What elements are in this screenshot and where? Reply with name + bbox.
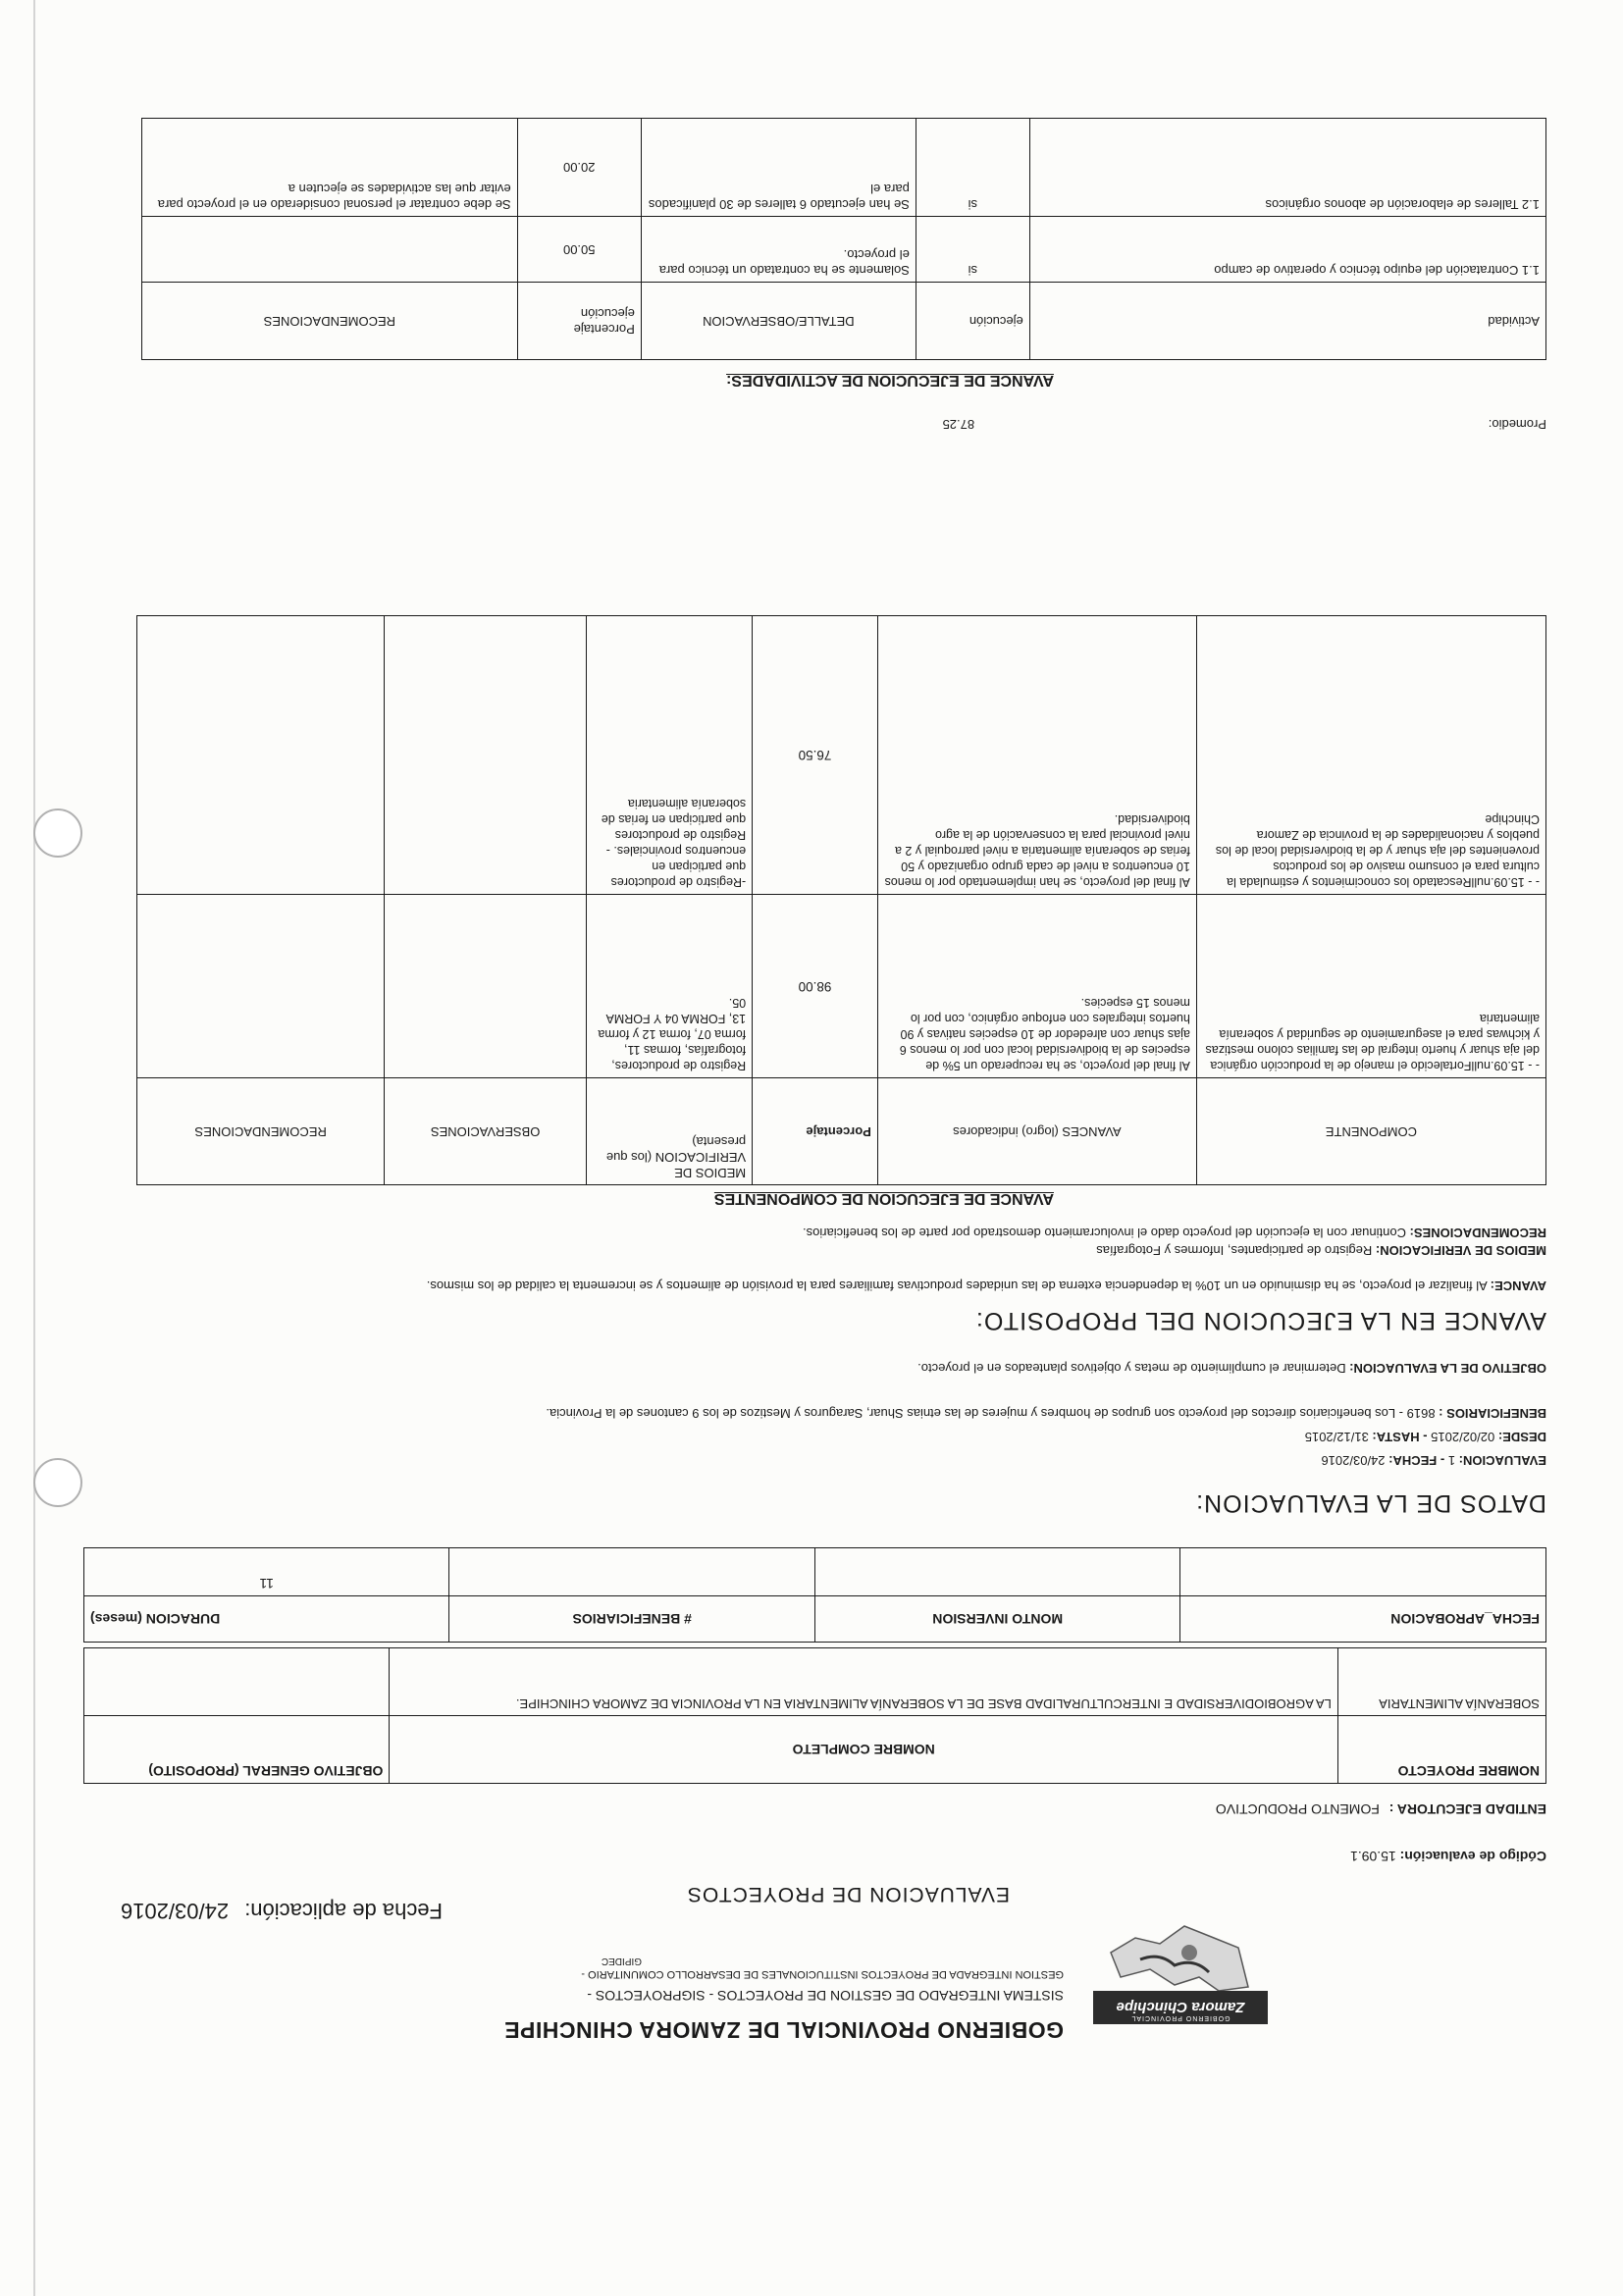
header-approval-date: FECHA_APROBACION	[1180, 1596, 1546, 1643]
right-edge-line	[33, 0, 35, 2296]
application-date	[121, 1898, 443, 1923]
header-component: COMPONENTE	[1196, 1078, 1545, 1185]
exec-percent-cell: 20.00	[517, 119, 641, 217]
exec-percent-cell: 50.00	[517, 217, 641, 283]
verification-cell: Registro de productores, fotografías, formas 11, forma 07, forma 12 y forma 13, FORMA 04 Y FORMA 05.	[586, 895, 752, 1078]
header-executed: ejecución	[916, 283, 1029, 360]
project-name-cell: SOBERANÍA ALIMENTARIA	[1337, 1648, 1545, 1716]
objective-text: Determinar el cumplimiento de metas y objetivos planteados en el proyecto.	[917, 1361, 1346, 1376]
beneficiaries-label: BENEFICIARIOS :	[1439, 1406, 1546, 1421]
progress-cell: Al final del proyecto, se ha recuperado un 5% de especies de la biodiversidad local con por lo menos 6 ajas shuar con alrededor de 10 especies nativas y 90 huertos integrales con enfoque orgánico, con por lo menos 15 especies.	[877, 895, 1196, 1078]
evaluation-label: EVALUACION:	[1458, 1453, 1546, 1468]
beneficiaries-paragraph	[84, 1405, 1546, 1421]
investment-value	[814, 1548, 1179, 1596]
activity-cell: 1.2 Talleres de elaboración de abonos orgánicos	[1029, 119, 1545, 217]
executing-entity-label: ENTIDAD EJECUTORA :	[1388, 1801, 1546, 1817]
average-value: 87.25	[942, 417, 975, 432]
progress-cell: Al final del proyecto, se han implementado por lo menos 10 encuentros a nivel de cada grupo organizado y 50 ferias de soberanía alimentaria a nivel parroquial y 2 a nivel provincial para la conservación de la agro biodiversidad.	[877, 616, 1196, 895]
evaluation-date: 24/03/2016	[1321, 1453, 1386, 1468]
header-percent: Porcentaje	[753, 1078, 878, 1185]
project-full-name-cell: LA AGROBIODIVERSIDAD E INTERCULTURALIDAD BASE DE LA SOBERANÍA ALIMENTARIA EN LA PROVINCIA DE ZAMORA CHINCHIPE.	[390, 1648, 1338, 1716]
logo-banner	[1093, 1991, 1268, 2024]
logo-top-text: GOBIERNO PROVINCIAL	[1130, 2014, 1230, 2021]
executed-cell: si	[916, 217, 1029, 283]
evaluation-data-title: DATOS DE LA EVALUACION:	[1195, 1489, 1546, 1517]
header-investment: MONTO INVERSION	[814, 1596, 1179, 1643]
period-from-label: DESDE:	[1497, 1430, 1546, 1444]
table-row	[137, 616, 1546, 895]
objective-label: OBJETIVO DE LA EVALUACION:	[1349, 1361, 1546, 1376]
activities-section-title: AVANCE DE EJECUCION DE ACTIVIDADES:	[726, 372, 1054, 389]
header-observations: OBSERVACIONES	[385, 1078, 587, 1185]
evaluation-period	[1305, 1430, 1546, 1444]
recommendations-cell	[137, 616, 385, 895]
evaluation-line	[1321, 1453, 1546, 1468]
table-row	[142, 119, 1546, 217]
table-row	[142, 217, 1546, 283]
punch-hole	[33, 1458, 82, 1507]
average-label: Promedio:	[1488, 417, 1546, 432]
punch-hole	[33, 809, 82, 858]
system-subtitle: SISTEMA INTEGRADO DE GESTION DE PROYECTOS - SIGPROYECTOS -	[587, 1988, 1064, 2004]
system-acronym: GIPIDEC	[601, 1956, 642, 1966]
activity-cell: 1.1 Contratación del equipo técnico y operativo de campo	[1029, 217, 1545, 283]
executed-cell: si	[916, 119, 1029, 217]
period-from: 02/02/2015	[1431, 1430, 1495, 1444]
components-section-title: AVANCE DE EJECUCION DE COMPONENTES	[713, 1190, 1054, 1207]
recommendations-cell	[137, 895, 385, 1078]
purpose-avance	[84, 1278, 1546, 1293]
project-table	[83, 1647, 1546, 1784]
provincial-logo	[1093, 1918, 1268, 2046]
document-title: EVALUACION DE PROYECTOS	[686, 1883, 1010, 1905]
duration-value: 11	[84, 1548, 449, 1596]
activity-recommendation-cell: Se debe contratar el personal considerado en el proyecto para evitar que las actividades se ejecuten a	[142, 119, 518, 217]
header-project-name: NOMBRE PROYECTO	[1337, 1716, 1545, 1784]
avance-label: AVANCE:	[1490, 1278, 1546, 1293]
percent-cell: 76.50	[753, 616, 878, 895]
percent-cell: 98.00	[753, 895, 878, 1078]
activities-table	[141, 118, 1546, 360]
component-cell: - - 15.09.nullRescatado los conocimientos y estimulada la cultura para el consumo masivo de los productos provenientes del aja shuar y de la biodiversidad local de los pueblos y nacionalidades de la provincia de Zamora Chinchipe	[1196, 616, 1545, 895]
header-duration: DURACION (meses)	[84, 1596, 449, 1643]
executing-entity	[1216, 1801, 1546, 1817]
header-general-objective: OBJETIVO GENERAL (PROPOSITO)	[84, 1716, 390, 1784]
evaluation-code-value: 15.09.1	[1350, 1849, 1396, 1864]
recommendations-text: Continuar con la ejecución del proyecto dado el involucramiento demostrado por parte de los beneficiarios.	[802, 1226, 1406, 1240]
header-exec-percent: Porcentaje ejecución	[517, 283, 641, 360]
evaluation-data-table	[83, 1547, 1546, 1643]
logo-name: Zamora Chinchipe	[1116, 1999, 1245, 2015]
beneficiaries-text: 8619 - Los beneficiarios directos del proyecto son grupos de hombres y mujeres de las etnias Shuar, Saraguros y Mestizos de los 9 cantones de la Provincia.	[546, 1406, 1436, 1421]
medios-text: Registro de participantes, Informes y Fotografías	[1096, 1243, 1373, 1258]
purpose-medios	[84, 1242, 1546, 1258]
header-progress: AVANCES (logro) indicadores	[877, 1078, 1196, 1185]
executing-entity-value: FOMENTO PRODUCTIVO	[1215, 1801, 1380, 1817]
purpose-recommendations	[84, 1225, 1546, 1240]
verification-cell: -Registro de productores que participan en encuentros provinciales. -Registro de productores que participan en ferias de soberanía alimentaria	[586, 616, 752, 895]
period-to: 31/12/2015	[1304, 1430, 1369, 1444]
purpose-section-title: AVANCE EN LA EJECUCION DEL PROPOSITO:	[974, 1307, 1546, 1334]
components-table	[136, 615, 1546, 1185]
beneficiaries-count-value	[449, 1548, 815, 1596]
medios-label: MEDIOS DE VERIFICACION:	[1375, 1243, 1546, 1258]
period-to-label: - HASTA:	[1372, 1430, 1428, 1444]
avance-text: Al finalizar el proyecto, se ha disminuido en un 10% la dependencia externa de las unidades productivas familiares para la provisión de alimentos y se incrementa la calidad de los mismos.	[426, 1278, 1488, 1293]
project-objective-cell	[84, 1648, 390, 1716]
header-detail: DETALLE/OBSERVACION	[641, 283, 916, 360]
header-recommendations: RECOMENDACIONES	[137, 1078, 385, 1185]
page-title: GOBIERNO PROVINCIAL DE ZAMORA CHINCHIPE	[503, 2017, 1064, 2043]
activity-recommendation-cell	[142, 217, 518, 283]
recommendations-label: RECOMENDACIONES:	[1409, 1226, 1546, 1240]
table-row	[137, 895, 1546, 1078]
map-emblem-icon	[1093, 1918, 1268, 2046]
header-activity: Actividad	[1029, 283, 1545, 360]
header-activity-recommendations: RECOMENDACIONES	[142, 283, 518, 360]
average	[943, 417, 1546, 432]
header-beneficiaries: # BENEFICIARIOS	[449, 1596, 815, 1643]
evaluation-code	[1350, 1849, 1546, 1864]
application-date-label: Fecha de aplicación:	[244, 1899, 443, 1923]
observations-cell	[385, 616, 587, 895]
evaluation-code-label: Código de evaluación:	[1399, 1849, 1546, 1864]
header-full-name: NOMBRE COMPLETO	[390, 1716, 1338, 1784]
objective-paragraph	[84, 1360, 1546, 1376]
observations-cell	[385, 895, 587, 1078]
evaluation-number: 1	[1447, 1453, 1456, 1468]
evaluation-date-label: - FECHA:	[1388, 1453, 1445, 1468]
system-subtitle-2: GESTION INTEGRADA DE PROYECTOS INSTITUCIONALES DE DESARROLLO COMUNITARIO -	[581, 1968, 1064, 1980]
detail-cell: Solamente se ha contratado un técnico para el proyecto.	[641, 217, 916, 283]
component-cell: - - 15.09.nullFortalecido el manejo de la producción orgánica del aja shuar y huerto integral de las familias colono mestizas y kichwas para el aseguramiento de seguridad y soberanía alimentaria	[1196, 895, 1545, 1078]
application-date-value: 24/03/2016	[120, 1899, 230, 1923]
approval-date-value	[1180, 1548, 1546, 1596]
header-verification: MEDIOS DE VERIFICACION (los que presenta)	[586, 1078, 752, 1185]
detail-cell: Se han ejecutado 6 talleres de 30 planificados para el	[641, 119, 916, 217]
